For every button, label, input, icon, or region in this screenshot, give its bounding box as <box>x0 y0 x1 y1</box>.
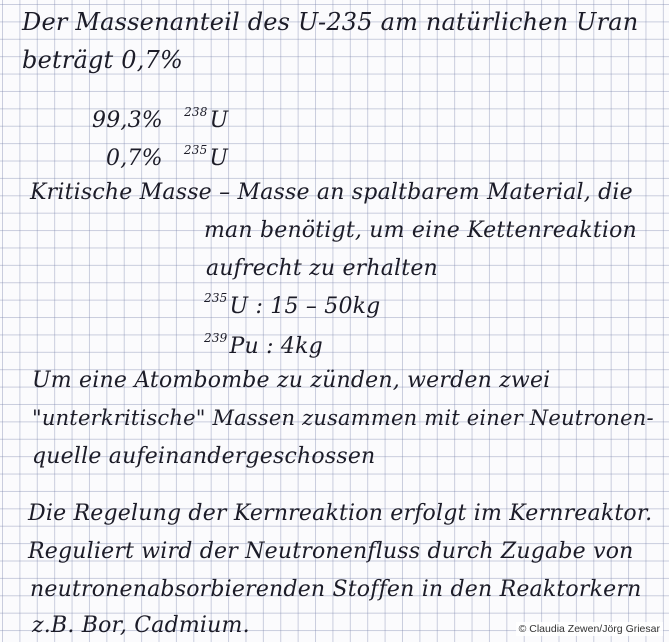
text-line-atombombe: Um eine Atombombe zu zünden, werden zwei <box>32 368 551 393</box>
critical-pu239-value: : 4kg <box>266 334 323 359</box>
critical-pu239-symbol: Pu <box>229 334 259 359</box>
isotope-u235-percent: 0,7% <box>106 146 163 171</box>
text-line-reguliert: Reguliert wird der Neutronenfluss durch Zugabe von <box>28 539 634 564</box>
text-line-neutronenabsorbierenden: neutronenabsorbierenden Stoffen in den Reaktorkern <box>30 577 642 602</box>
isotope-row-u235 <box>106 144 228 170</box>
text-line-kritische-masse: Kritische Masse – Masse an spaltbarem Material, die <box>30 180 633 205</box>
critical-u235-symbol: U <box>229 294 249 319</box>
critical-mass-pu239-row <box>204 332 323 358</box>
isotope-u238-percent: 99,3% <box>92 108 163 133</box>
text-line-2: beträgt 0,7% <box>22 46 184 74</box>
isotope-u238-symbol: U <box>209 108 229 133</box>
critical-mass-u235-row <box>204 292 380 318</box>
isotope-u235-symbol: U <box>209 146 229 171</box>
text-line-aufrecht: aufrecht zu erhalten <box>206 256 438 281</box>
isotope-u235-mass-number: 235 <box>183 143 208 157</box>
copyright-credit: © Claudia Zewen/Jörg Griesar <box>516 622 663 636</box>
isotope-u238-mass-number: 238 <box>184 105 208 119</box>
critical-u235-mass-number: 235 <box>204 291 228 305</box>
text-line-man-benoetigt: man benötigt, um eine Kettenreaktion <box>204 218 637 243</box>
text-line-unterkritische: "unterkritische" Massen zusammen mit einer Neutronen- <box>32 406 654 430</box>
critical-pu239-mass-number: 239 <box>204 331 228 345</box>
text-line-quelle: quelle aufeinandergeschossen <box>32 444 376 469</box>
text-line-bor-cadmium: z.B. Bor, Cadmium. <box>32 613 250 638</box>
text-line-1: Der Massenanteil des U-235 am natürlichen Uran <box>22 8 639 36</box>
text-line-regelung: Die Regelung der Kernreaktion erfolgt im Kernreaktor. <box>28 501 653 526</box>
isotope-row-u238 <box>92 106 228 132</box>
critical-u235-value: : 15 – 50kg <box>255 294 381 319</box>
